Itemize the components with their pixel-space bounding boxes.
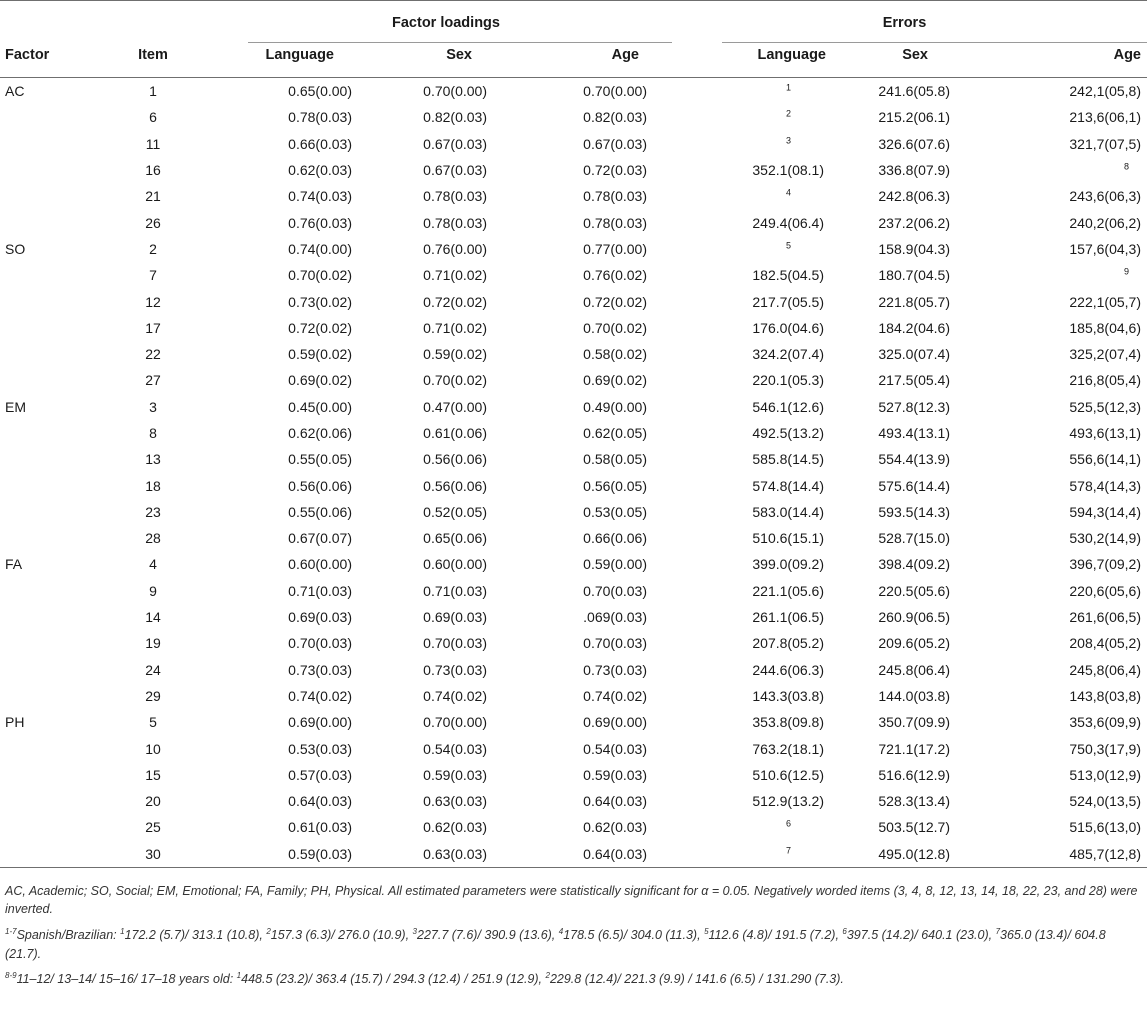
cell-factor (0, 446, 120, 472)
cell-item: 26 (145, 214, 161, 231)
cell-loading-language: 0.60(0.00) (288, 556, 352, 573)
table-row (0, 788, 1147, 814)
cell-loading-age: 0.76(0.02) (583, 267, 647, 284)
table-row (0, 630, 1147, 656)
cell-loading-age: 0.67(0.03) (583, 135, 647, 152)
cell-error-age: 750,3(17,9) (1069, 740, 1141, 757)
cell-loading-language: 0.74(0.03) (288, 188, 352, 205)
cell-error-language: 763.2(18.1) (752, 740, 824, 757)
table-row (0, 236, 1147, 262)
cell-error-language: 221.1(05.6) (752, 582, 824, 599)
cell-error-age: 208,4(05,2) (1069, 635, 1141, 652)
cell-loading-language: 0.59(0.02) (288, 346, 352, 363)
cell-error-language: 143.3(03.8) (752, 687, 824, 704)
cell-error-sex: 554.4(13.9) (878, 451, 950, 468)
cell-error-age: 242,1(05,8) (1069, 83, 1141, 100)
cell-item: 21 (145, 188, 161, 205)
cell-factor (0, 341, 120, 367)
cell-error-sex: 184.2(04.6) (878, 319, 950, 336)
cell-error-sex: 144.0(03.8) (878, 687, 950, 704)
cell-loading-age: 0.70(0.03) (583, 582, 647, 599)
col-header-loading-sex: Sex (370, 47, 510, 78)
cell-loading-age: 0.62(0.03) (583, 819, 647, 836)
cell-error-sex: 180.7(04.5) (878, 267, 950, 284)
cell-error-sex: 721.1(17.2) (878, 740, 950, 757)
cell-item: 4 (149, 556, 157, 573)
cell-loading-language: 0.71(0.03) (288, 582, 352, 599)
cell-loading-language: 0.73(0.03) (288, 661, 352, 678)
footnote-marker: 6 (786, 818, 792, 829)
cell-loading-language: 0.78(0.03) (288, 109, 352, 126)
col-header-item: Item (120, 47, 230, 78)
cell-item: 6 (149, 109, 157, 126)
cell-loading-sex: 0.52(0.05) (423, 503, 487, 520)
cell-loading-sex: 0.70(0.03) (423, 635, 487, 652)
cell-error-language: 492.5(13.2) (752, 425, 824, 441)
cell-error-sex: 158.9(04.3) (878, 240, 950, 257)
cell-item: 14 (145, 609, 161, 626)
table-row (0, 341, 1147, 367)
cell-error-sex: 493.4(13.1) (878, 425, 950, 441)
cell-loading-age: 0.69(0.00) (583, 714, 647, 731)
cell-error-age (1000, 262, 1147, 288)
cell-error-age: 243,6(06,3) (1069, 188, 1141, 205)
note-spanish-brazilian: $^{1-7}$Spanish/Brazilian: $^1$172.2 (5.7)/ 313.1 (10.8), $^2$157.3 (6.3)/ 276.0 (10.9), $^3$227.7 (7.6)/ 390.9 (13.6), $^4$178.5 (6.5)/ 304.0 (11.3), $^5$112.6 (4.8)/ 191.5 (7.2), $^6$397.5 (14.2)/ 640.1 (23.0), $^7$365.0 (13.4)/ 604.8 (21.7). (5, 926, 1106, 961)
table-row (0, 288, 1147, 314)
footnote-marker: 8 (1124, 161, 1130, 172)
cell-error-language (662, 841, 840, 868)
table-row (0, 525, 1147, 551)
cell-error-language: 510.6(12.5) (752, 766, 824, 783)
cell-factor: AC (5, 83, 25, 100)
cell-error-language: 217.7(05.5) (752, 293, 824, 310)
table-row (0, 735, 1147, 761)
cell-error-sex: 245.8(06.4) (878, 661, 950, 678)
table-row (0, 78, 1147, 105)
cell-loading-sex: 0.56(0.06) (423, 451, 487, 468)
table-row (0, 209, 1147, 235)
cell-error-age: 485,7(12,8) (1000, 841, 1147, 868)
cell-error-sex: 237.2(06.2) (878, 214, 950, 231)
cell-loading-sex: 0.62(0.03) (423, 819, 487, 836)
cell-error-language: 352.1(08.1) (752, 162, 824, 179)
cell-loading-sex: 0.73(0.03) (423, 661, 487, 678)
cell-loading-language: 0.69(0.02) (288, 372, 352, 389)
col-header-loading-language: Language (230, 47, 370, 78)
cell-loading-language: 0.62(0.03) (288, 162, 352, 179)
cell-loading-sex: 0.59(0.03) (423, 766, 487, 783)
cell-item: 30 (120, 841, 230, 868)
cell-loading-age: 0.82(0.03) (583, 109, 647, 126)
cell-factor (0, 630, 120, 656)
cell-item: 24 (145, 661, 161, 678)
cell-error-age (1000, 157, 1147, 183)
table-row (0, 157, 1147, 183)
table-row (0, 262, 1147, 288)
cell-error-language (662, 236, 840, 262)
header-column-row (0, 47, 1147, 78)
cell-item: 2 (149, 240, 157, 257)
cell-error-language: 546.1(12.6) (752, 398, 824, 415)
cell-error-sex: 528.3(13.4) (878, 793, 950, 810)
cell-loading-age: .069(0.03) (583, 609, 647, 626)
cell-error-language: 249.4(06.4) (752, 214, 824, 231)
table-row (0, 183, 1147, 209)
cell-loading-sex: 0.78(0.03) (423, 214, 487, 231)
cell-item: 20 (145, 793, 161, 810)
cell-loading-sex: 0.70(0.00) (423, 83, 487, 100)
table-row (0, 420, 1147, 446)
cell-factor (0, 315, 120, 341)
cell-factor (0, 578, 120, 604)
table-row (0, 578, 1147, 604)
cell-loading-age: 0.62(0.05) (583, 425, 647, 441)
cell-factor (0, 735, 120, 761)
footnote-marker: 5 (786, 240, 792, 251)
cell-loading-age: 0.64(0.03) (510, 841, 662, 868)
cell-loading-language: 0.55(0.05) (288, 451, 352, 468)
cell-error-language: 244.6(06.3) (752, 661, 824, 678)
cell-error-language (662, 131, 840, 157)
cell-loading-age: 0.70(0.02) (583, 319, 647, 336)
cell-loading-sex: 0.76(0.00) (423, 240, 487, 257)
cell-factor (0, 104, 120, 130)
cell-error-language: 574.8(14.4) (752, 477, 824, 494)
cell-loading-age: 0.70(0.03) (583, 635, 647, 652)
cell-item: 28 (145, 530, 161, 547)
cell-factor (0, 209, 120, 235)
cell-loading-language: 0.74(0.00) (288, 240, 352, 257)
cell-item: 16 (145, 162, 161, 179)
cell-loading-age: 0.59(0.00) (583, 556, 647, 573)
table-row (0, 315, 1147, 341)
footnote-marker: 1 (786, 82, 792, 93)
cell-loading-sex: 0.67(0.03) (423, 135, 487, 152)
cell-loading-language: 0.56(0.06) (288, 477, 352, 494)
cell-factor (0, 814, 120, 840)
cell-error-language (662, 183, 840, 209)
cell-loading-sex: 0.71(0.02) (423, 319, 487, 336)
cell-loading-language: 0.69(0.00) (288, 714, 352, 731)
cell-error-language: 261.1(06.5) (752, 609, 824, 626)
cell-error-sex: 242.8(06.3) (878, 188, 950, 205)
cell-loading-language: 0.65(0.00) (288, 83, 352, 100)
table-row (0, 446, 1147, 472)
footnote-marker: 2 (786, 108, 792, 119)
cell-error-age: 556,6(14,1) (1069, 451, 1141, 468)
table-row (0, 472, 1147, 498)
cell-error-age: 594,3(14,4) (1069, 503, 1141, 520)
cell-error-sex: 326.6(07.6) (878, 135, 950, 152)
cell-loading-sex: 0.54(0.03) (423, 740, 487, 757)
cell-item: 25 (145, 819, 161, 836)
cell-factor (0, 157, 120, 183)
cell-loading-age: 0.49(0.00) (583, 398, 647, 415)
cell-loading-sex: 0.82(0.03) (423, 109, 487, 126)
cell-error-sex: 336.8(07.9) (878, 162, 950, 179)
cell-loading-language: 0.61(0.03) (288, 819, 352, 836)
cell-item: 29 (145, 687, 161, 704)
table-row (0, 841, 1147, 868)
cell-loading-age: 0.66(0.06) (583, 530, 647, 547)
cell-error-language: 512.9(13.2) (752, 793, 824, 810)
cell-error-age: 321,7(07,5) (1069, 135, 1141, 152)
cell-loading-language: 0.62(0.06) (288, 425, 352, 441)
cell-error-age: 240,2(06,2) (1069, 214, 1141, 231)
cell-error-sex: 495.0(12.8) (840, 841, 1000, 868)
cell-error-age: 245,8(06,4) (1069, 661, 1141, 678)
cell-loading-age: 0.72(0.03) (583, 162, 647, 179)
cell-loading-sex: 0.72(0.02) (423, 293, 487, 310)
cell-loading-sex: 0.56(0.06) (423, 477, 487, 494)
table-row (0, 604, 1147, 630)
cell-item: 18 (145, 477, 161, 494)
col-header-factor: Factor (0, 47, 120, 78)
cell-loading-age: 0.77(0.00) (583, 240, 647, 257)
cell-factor (0, 420, 120, 446)
header-group-row (0, 1, 1147, 48)
cell-loading-language: 0.64(0.03) (288, 793, 352, 810)
cell-loading-language: 0.67(0.07) (288, 530, 352, 547)
cell-factor (0, 183, 120, 209)
cell-error-age: 493,6(13,1) (1069, 425, 1141, 441)
group-header-loadings: Factor loadings (230, 1, 662, 48)
cell-item: 22 (145, 346, 161, 363)
cell-loading-language: 0.70(0.02) (288, 267, 352, 284)
cell-error-sex: 516.6(12.9) (878, 766, 950, 783)
cell-error-age: 222,1(05,7) (1069, 293, 1141, 310)
cell-loading-age: 0.64(0.03) (583, 793, 647, 810)
cell-loading-language: 0.73(0.02) (288, 293, 352, 310)
cell-error-sex: 217.5(05.4) (878, 372, 950, 389)
cell-loading-age: 0.78(0.03) (583, 188, 647, 205)
cell-error-language: 353.8(09.8) (752, 714, 824, 731)
cell-loading-language: 0.59(0.03) (230, 841, 370, 868)
cell-loading-sex: 0.61(0.06) (423, 425, 487, 441)
table-body (0, 78, 1147, 868)
cell-error-sex: 241.6(05.8) (878, 83, 950, 100)
cell-error-language: 585.8(14.5) (752, 451, 824, 468)
cell-factor (0, 604, 120, 630)
cell-error-sex: 215.2(06.1) (878, 109, 950, 126)
col-header-loading-age: Age (510, 47, 662, 78)
cell-error-age: 524,0(13,5) (1069, 793, 1141, 810)
cell-error-age: 515,6(13,0) (1069, 819, 1141, 836)
cell-error-age: 513,0(12,9) (1069, 766, 1141, 783)
cell-loading-language: 0.57(0.03) (288, 766, 352, 783)
cell-error-age: 185,8(04,6) (1069, 319, 1141, 336)
cell-factor: SO (5, 240, 26, 257)
cell-error-age: 353,6(09,9) (1069, 714, 1141, 731)
cell-loading-sex: 0.70(0.02) (423, 372, 487, 389)
cell-item: 12 (145, 293, 161, 310)
cell-loading-sex: 0.69(0.03) (423, 609, 487, 626)
table-row (0, 131, 1147, 157)
table-row (0, 657, 1147, 683)
cell-loading-sex: 0.63(0.03) (370, 841, 510, 868)
cell-factor (0, 262, 120, 288)
cell-error-sex: 260.9(06.5) (878, 609, 950, 626)
cell-factor (0, 683, 120, 709)
cell-factor (0, 657, 120, 683)
cell-item: 5 (149, 714, 157, 731)
cell-error-age: 216,8(05,4) (1069, 372, 1141, 389)
table-row (0, 709, 1147, 735)
footnote-marker: 9 (1124, 266, 1130, 277)
cell-item: 3 (149, 398, 157, 415)
cell-item: 27 (145, 372, 161, 389)
cell-loading-age: 0.73(0.03) (583, 661, 647, 678)
footnote-marker: 4 (786, 187, 792, 198)
cell-loading-language: 0.70(0.03) (288, 635, 352, 652)
cell-factor (0, 499, 120, 525)
cell-factor: FA (5, 556, 23, 573)
cell-error-language: 324.2(07.4) (752, 346, 824, 363)
cell-error-language: 182.5(04.5) (752, 267, 824, 284)
cell-loading-age: 0.54(0.03) (583, 740, 647, 757)
cell-loading-language: 0.55(0.06) (288, 503, 352, 520)
cell-error-language: 220.1(05.3) (752, 372, 824, 389)
cell-loading-sex: 0.71(0.03) (423, 582, 487, 599)
cell-loading-language: 0.76(0.03) (288, 214, 352, 231)
table-row (0, 367, 1147, 393)
cell-loading-age: 0.59(0.03) (583, 766, 647, 783)
cell-error-age: 261,6(06,5) (1069, 609, 1141, 626)
cell-factor (0, 762, 120, 788)
cell-item: 8 (149, 425, 157, 441)
note-age-groups: $^{8-9}$11–12/ 13–14/ 15–16/ 17–18 years old: $^1$448.5 (23.2)/ 363.4 (15.7) / 294.3 (12.4) / 251.9 (12.9), $^2$229.8 (12.4)/ 221.3 (9.9) / 141.6 (6.5) / 131.290 (7.3). (5, 971, 844, 987)
cell-error-language (662, 78, 840, 105)
table-row (0, 814, 1147, 840)
cell-item: 23 (145, 503, 161, 520)
cell-item: 10 (145, 740, 161, 757)
table-row (0, 394, 1147, 420)
cell-item: 19 (145, 635, 161, 652)
cell-loading-sex: 0.78(0.03) (423, 188, 487, 205)
cell-loading-language: 0.45(0.00) (288, 398, 352, 415)
cell-error-age: 157,6(04,3) (1069, 240, 1141, 257)
col-header-error-sex: Sex (840, 47, 1000, 78)
cell-loading-age: 0.58(0.02) (583, 346, 647, 363)
table-row (0, 104, 1147, 130)
cell-error-sex: 209.6(05.2) (878, 635, 950, 652)
cell-loading-age: 0.69(0.02) (583, 372, 647, 389)
cell-error-language: 207.8(05.2) (752, 635, 824, 652)
note-abbreviations: AC, Academic; SO, Social; EM, Emotional; FA, Family; PH, Physical. All estimated parameters were statistically significant for α = 0.05. Negatively worded items (3, 4, 8, 12, 13, 14, 18, 22, 23, and 28) were inverted. (5, 883, 1138, 917)
cell-loading-sex: 0.65(0.06) (423, 530, 487, 547)
cell-factor (0, 788, 120, 814)
cell-loading-age: 0.70(0.00) (583, 83, 647, 100)
cell-factor: EM (5, 398, 26, 415)
cell-item: 17 (145, 319, 161, 336)
cell-error-sex: 325.0(07.4) (878, 346, 950, 363)
cell-loading-sex: 0.67(0.03) (423, 162, 487, 179)
cell-item: 11 (145, 135, 161, 152)
cell-loading-age: 0.78(0.03) (583, 214, 647, 231)
cell-error-language (662, 104, 840, 130)
cell-error-language (662, 814, 840, 840)
cell-error-language: 176.0(04.6) (752, 319, 824, 336)
cell-error-sex: 350.7(09.9) (878, 714, 950, 731)
cell-error-language: 583.0(14.4) (752, 503, 824, 520)
cell-loading-language: 0.72(0.02) (288, 319, 352, 336)
cell-item: 7 (149, 267, 157, 284)
cell-item: 13 (145, 451, 161, 468)
cell-error-age: 396,7(09,2) (1069, 556, 1141, 573)
cell-error-language: 399.0(09.2) (752, 556, 824, 573)
cell-error-sex: 593.5(14.3) (878, 503, 950, 520)
cell-error-age: 578,4(14,3) (1069, 477, 1141, 494)
cell-factor (0, 841, 120, 868)
table-row (0, 551, 1147, 577)
cell-loading-sex: 0.70(0.00) (423, 714, 487, 731)
cell-error-sex: 398.4(09.2) (878, 556, 950, 573)
cell-loading-age: 0.74(0.02) (583, 687, 647, 704)
table-notes (0, 868, 1147, 989)
cell-loading-sex: 0.47(0.00) (423, 398, 487, 415)
cell-loading-language: 0.74(0.02) (288, 687, 352, 704)
cell-error-sex: 527.8(12.3) (878, 398, 950, 415)
cell-error-age: 213,6(06,1) (1069, 109, 1141, 126)
cell-item: 9 (149, 582, 157, 599)
cell-item: 1 (149, 83, 157, 100)
cell-factor (0, 472, 120, 498)
cell-loading-age: 0.58(0.05) (583, 451, 647, 468)
cell-error-age: 525,5(12,3) (1069, 398, 1141, 415)
cell-error-sex: 221.8(05.7) (878, 293, 950, 310)
cell-loading-age: 0.53(0.05) (583, 503, 647, 520)
cell-loading-sex: 0.74(0.02) (423, 687, 487, 704)
col-header-error-age: Age (1000, 47, 1147, 78)
cell-error-age: 325,2(07,4) (1069, 346, 1141, 363)
cell-loading-sex: 0.71(0.02) (423, 267, 487, 284)
cell-error-sex: 575.6(14.4) (878, 477, 950, 494)
cell-error-sex: 220.5(05.6) (878, 582, 950, 599)
cell-factor: PH (5, 714, 25, 731)
cell-loading-age: 0.56(0.05) (583, 477, 647, 494)
cell-loading-sex: 0.63(0.03) (423, 793, 487, 810)
cell-loading-language: 0.53(0.03) (288, 740, 352, 757)
cell-loading-sex: 0.59(0.02) (423, 346, 487, 363)
cell-error-sex: 528.7(15.0) (878, 530, 950, 547)
cell-error-language: 510.6(15.1) (752, 530, 824, 547)
table-row (0, 762, 1147, 788)
cell-error-age: 530,2(14,9) (1069, 530, 1141, 547)
cell-loading-age: 0.72(0.02) (583, 293, 647, 310)
cell-factor (0, 525, 120, 551)
cell-item: 15 (145, 766, 161, 783)
cell-loading-language: 0.69(0.03) (288, 609, 352, 626)
footnote-marker: 7 (786, 845, 792, 856)
col-header-error-language: Language (662, 47, 840, 78)
cell-loading-language: 0.66(0.03) (288, 135, 352, 152)
cell-error-age: 220,6(05,6) (1069, 582, 1141, 599)
cell-factor (0, 131, 120, 157)
group-header-errors: Errors (662, 1, 1147, 48)
cell-error-age: 143,8(03,8) (1069, 687, 1141, 704)
table-row (0, 499, 1147, 525)
cell-loading-sex: 0.60(0.00) (423, 556, 487, 573)
cell-factor (0, 288, 120, 314)
cell-factor (0, 367, 120, 393)
cell-error-sex: 503.5(12.7) (878, 819, 950, 836)
table-row (0, 683, 1147, 709)
footnote-marker: 3 (786, 135, 792, 146)
